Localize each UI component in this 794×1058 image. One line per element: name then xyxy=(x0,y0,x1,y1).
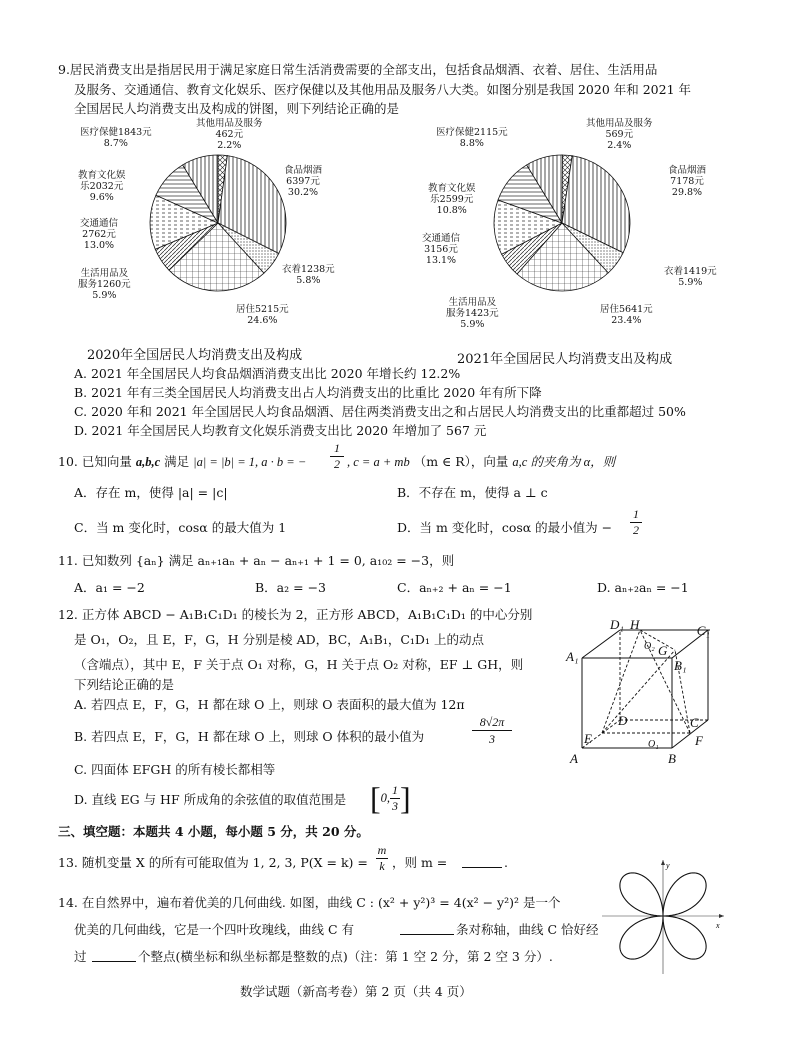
q13-stem: 13. 随机变量 X 的所有可能取值为 1, 2, 3, P(X = k) = xyxy=(58,855,368,870)
q12-option-c: C. 四面体 EFGH 的所有棱长都相等 xyxy=(74,762,276,777)
q10-option-d-fraction: 1 2 xyxy=(630,507,642,538)
q13-period: . xyxy=(504,855,508,870)
cube-label-e: E xyxy=(584,731,592,746)
cube-label-o1: O₁ xyxy=(648,739,659,750)
cube-label-a: A xyxy=(570,751,578,766)
pie2020-label-food: 食品烟酒 6397元 30.2% xyxy=(284,165,323,198)
pie2020-label-traffic: 交通通信 2762元 13.0% xyxy=(80,218,119,251)
q12-option-a: A. 若四点 E，F，G，H 都在球 O 上，则球 O 表面积的最大值为 12π xyxy=(74,697,465,712)
pie2021-label-daily: 生活用品及 服务1423元 5.9% xyxy=(446,297,499,330)
pie2020-label-clothing: 衣着1238元 5.8% xyxy=(282,264,335,286)
q12-line1: 12. 正方体 ABCD − A₁B₁C₁D₁ 的棱长为 2，正方形 ABCD，A₁B₁C₁D₁ 的中心分别 xyxy=(58,607,533,622)
cube-label-d: D xyxy=(618,713,628,728)
cube-label-f: F xyxy=(695,733,703,748)
pie2020-label-daily: 生活用品及 服务1260元 5.9% xyxy=(78,268,131,301)
q9-text-line1: 9.居民消费支出是指居民用于满足家庭日常生活消费需要的全部支出，包括食品烟酒、衣着、居住、生活用品 xyxy=(58,62,658,77)
q10-option-b: B．不存在 m，使得 a ⊥ c xyxy=(397,485,548,500)
q14-line1: 14. 在自然界中，遍布着优美的几何曲线. 如图，曲线 C : (x² + y²)³ = 4(x² − y²)² 是一个 xyxy=(58,895,561,910)
pie2021-label-other: 其他用品及服务 569元 2.4% xyxy=(586,118,653,151)
cube-label-a1: A₁ xyxy=(566,649,579,664)
q11-option-c: C．aₙ₊₂ + aₙ = −1 xyxy=(397,580,512,595)
cube-label-g: G xyxy=(658,643,668,658)
pie2020-label-housing: 居住5215元 24.6% xyxy=(236,304,289,326)
pie2021-label-food: 食品烟酒 7178元 29.8% xyxy=(668,165,707,198)
q14-answer-blank-1[interactable] xyxy=(400,934,454,935)
pie2021-label-clothing: 衣着1419元 5.9% xyxy=(664,266,717,288)
section-3-heading: 三、填空题：本题共 4 小题，每小题 5 分，共 20 分。 xyxy=(58,824,369,839)
pie2020-label-medical: 医疗保健1843元 8.7% xyxy=(80,127,152,149)
q11-option-b: B．a₂ = −3 xyxy=(255,580,326,595)
cube-label-b1: B₁ xyxy=(674,658,687,673)
q13-stem-cont: ，则 m = xyxy=(392,855,448,870)
pie-2021-slices xyxy=(494,155,630,291)
pie2020-label-education: 教育文化娱 乐2032元 9.6% xyxy=(78,170,126,203)
q13-fraction: m k xyxy=(377,843,387,873)
pie2021-label-medical: 医疗保健2115元 8.8% xyxy=(436,127,508,149)
q14-line2b: 条对称轴，曲线 C 恰好经 xyxy=(456,922,599,937)
q9-option-b: B. 2021 年有三类全国居民人均消费支出占人均消费支出的比重比 2020 年有所下降 xyxy=(74,385,542,400)
line-eg xyxy=(602,650,675,733)
q9-option-c: C. 2020 年和 2021 年全国居民人均食品烟酒、居住两类消费支出之和占居民人均消费支出的比重都超过 50% xyxy=(74,404,686,419)
q10-option-a: A．存在 m，使得 |a| = |c| xyxy=(74,485,228,500)
q9-text-line3: 全国居民人均消费支出及构成的饼图，则下列结论正确的是 xyxy=(74,101,400,116)
cube-label-b: B xyxy=(668,751,676,766)
cube-edge-a1d1 xyxy=(582,630,620,658)
cube-label-d1: D₁ xyxy=(610,617,624,632)
pie2021-label-housing: 居住5641元 23.4% xyxy=(600,304,653,326)
q12-line4: 下列结论正确的是 xyxy=(74,677,175,692)
q14-line2a: 优美的几何曲线，它是一个四叶玫瑰线，曲线 C 有 xyxy=(74,922,355,937)
q11-option-d: D. aₙ₊₂aₙ = −1 xyxy=(597,580,689,595)
cube-label-h: H xyxy=(630,617,640,632)
pie2021-label-traffic: 交通通信 3156元 13.1% xyxy=(422,233,461,266)
q14-line3b: 个整点(横坐标和纵坐标都是整数的点)（注：第 1 空 2 分，第 2 空 3 分）. xyxy=(138,949,553,964)
q10-fraction: 1 2 xyxy=(330,441,344,472)
q12-line3: （含端点），其中 E，F 关于点 O₁ 对称，G，H 关于点 O₂ 对称，EF ⊥ GH，则 xyxy=(74,657,524,672)
cube-label-c: C xyxy=(690,715,699,730)
q12-option-b-fraction: 8√2π 3 xyxy=(472,714,512,747)
cube-label-o2: O₂ xyxy=(644,641,655,652)
q12-option-d: D. 直线 EG 与 HF 所成角的余弦值的取值范围是 xyxy=(74,792,347,807)
q9-option-d: D. 2021 年全国居民人均教育文化娱乐消费支出比 2020 年增加了 567 元 xyxy=(74,423,487,438)
q11-option-a: A．a₁ = −2 xyxy=(74,580,145,595)
q12-option-b: B. 若四点 E，F，G，H 都在球 O 上，则球 O 体积的最小值为 xyxy=(74,729,425,744)
pie-2020-slices xyxy=(150,155,286,291)
q9-text-line2: 及服务、交通通信、教育文化娱乐、医疗保健以及其他用品及服务八大类。如图分别是我国 2020 年和 2021 年 xyxy=(74,82,692,97)
q10-option-d: D．当 m 变化时，cosα 的最小值为 − xyxy=(397,520,613,535)
pie2020-label-other: 其他用品及服务 462元 2.2% xyxy=(196,118,263,151)
q10-stem: 10. 已知向量 a,b,c 满足 |a| = |b| = 1, a · b = − xyxy=(58,454,307,469)
q10-option-c: C．当 m 变化时，cosα 的最大值为 1 xyxy=(74,520,287,535)
rose-y-arrow xyxy=(661,860,665,865)
rose-x-arrow xyxy=(719,914,724,918)
rose-curve-figure xyxy=(598,858,728,978)
q14-answer-blank-2[interactable] xyxy=(92,961,136,962)
cube-label-c1: C₁ xyxy=(696,623,710,638)
q12-line2: 是 O₁，O₂，且 E，F，G，H 分别是棱 AD，BC，A₁B₁，C₁D₁ 上的动点 xyxy=(74,632,484,647)
q11-stem: 11. 已知数列 {aₙ} 满足 aₙ₊₁aₙ + aₙ − aₙ₊₁ + 1 = 0, a₁₀₂ = −3，则 xyxy=(58,553,455,568)
q10-stem-cont: , c = a + mb （m ∈ R），向量 a,c 的夹角为 α，则 xyxy=(347,454,616,469)
pie2020-caption: 2020年全国居民人均消费支出及构成 xyxy=(87,348,303,363)
page-footer: 数学试题（新高考卷）第 2 页（共 4 页） xyxy=(240,984,472,999)
q12-option-d-interval: [ 0, 1 3 ] xyxy=(370,780,411,816)
q13-answer-blank[interactable] xyxy=(462,867,502,868)
pie2021-label-education: 教育文化娱 乐2599元 10.8% xyxy=(428,183,476,216)
q14-line3a: 过 xyxy=(74,949,87,964)
rose-x-label: x xyxy=(716,921,720,930)
cube-figure xyxy=(560,615,710,775)
rose-y-label: y xyxy=(666,861,670,870)
pie2021-caption: 2021年全国居民人均消费支出及构成 xyxy=(457,352,673,367)
q9-option-a: A. 2021 年全国居民人均食品烟酒消费支出比 2020 年增长约 12.2% xyxy=(74,366,461,381)
